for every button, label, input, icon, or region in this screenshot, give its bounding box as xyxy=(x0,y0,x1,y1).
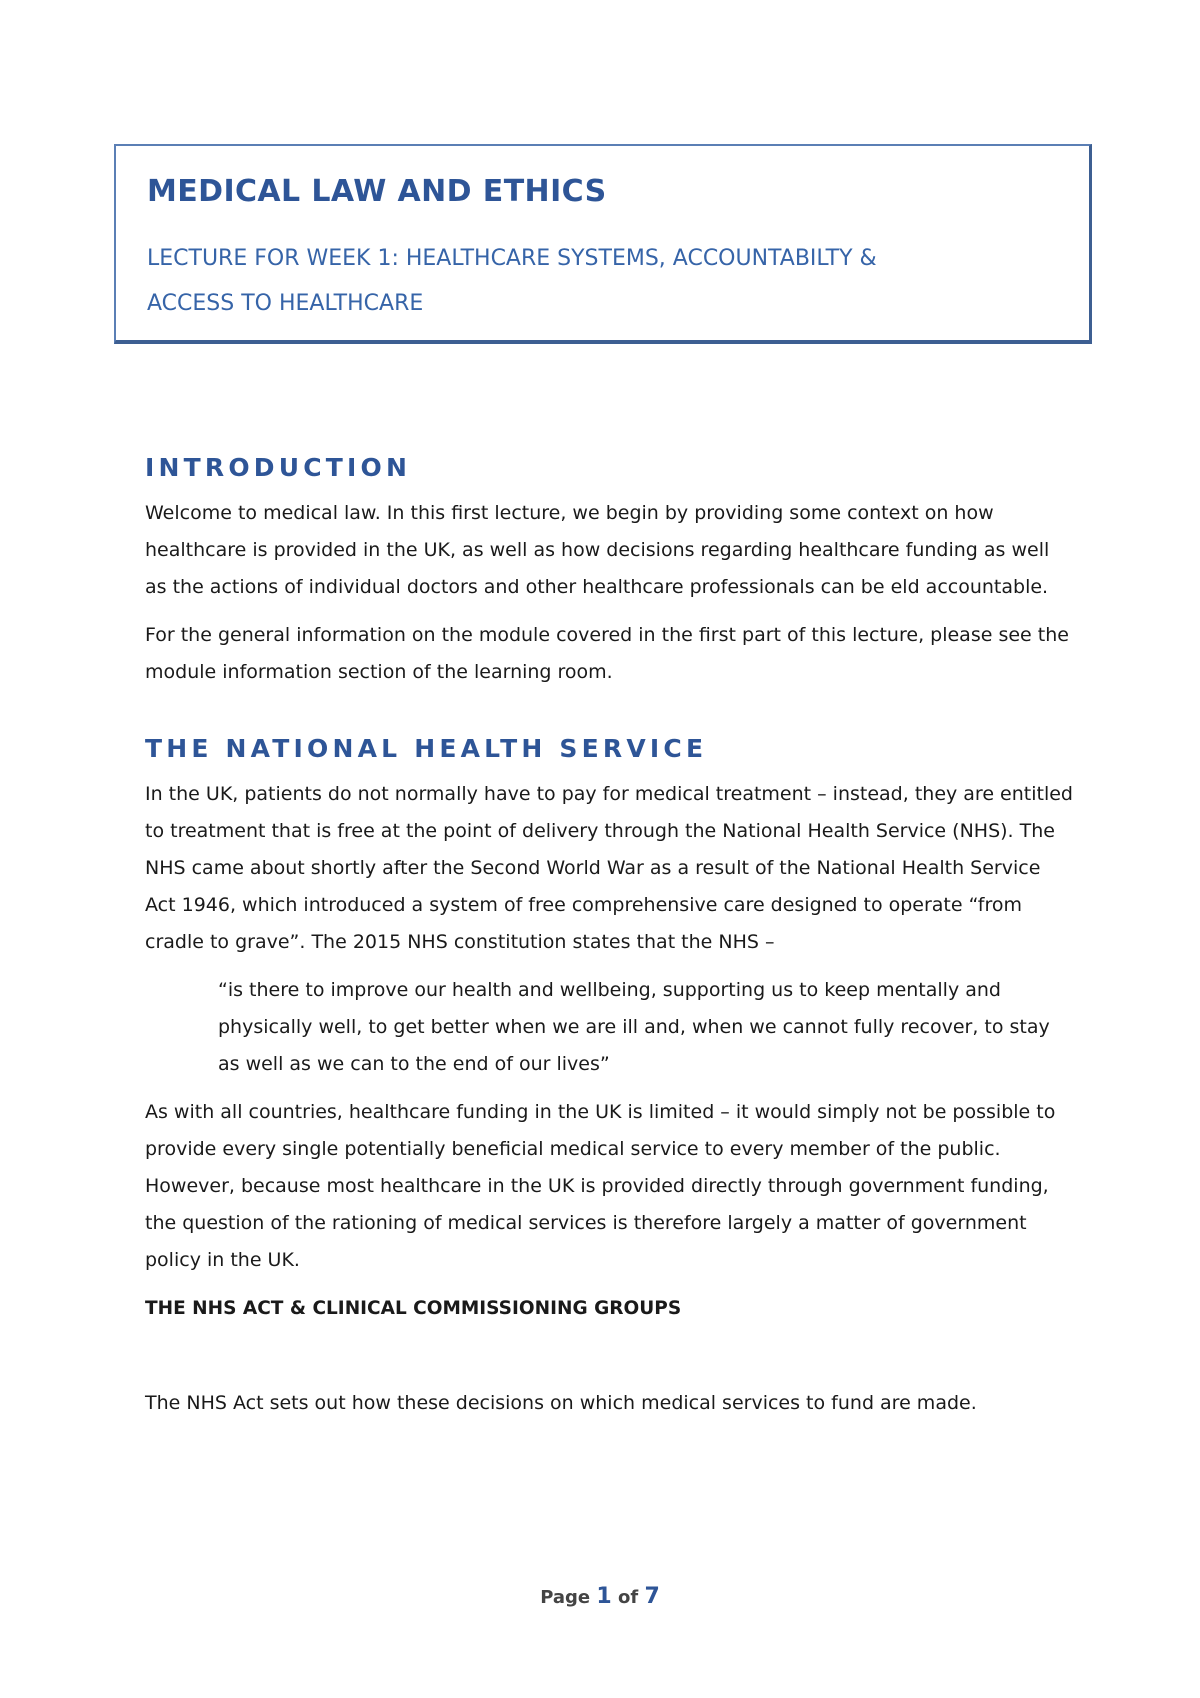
subtitle-line-1: LECTURE FOR WEEK 1: HEALTHCARE SYSTEMS, ACCOUNTABILTY & xyxy=(147,246,877,271)
title-box xyxy=(114,144,1092,344)
document-title: MEDICAL LAW AND ETHICS xyxy=(147,174,607,209)
total-pages: 7 xyxy=(644,1584,660,1609)
document-subtitle xyxy=(147,236,1059,326)
document-body xyxy=(145,448,1075,1422)
nhs-paragraph-3: The NHS Act sets out how these decisions on which medical services to fund are made. xyxy=(145,1392,977,1414)
intro-paragraph-1: Welcome to medical law. In this first lecture, we begin by providing some context on how healthcare is provided in the UK, as well as how decisions regarding healthcare funding as well as the actions of individual doctors and other healthcare professionals can be eld accountable. xyxy=(145,502,1050,598)
page-number: 1 xyxy=(596,1584,612,1609)
subtitle-line-2: ACCESS TO HEALTHCARE xyxy=(147,291,424,316)
sub-heading-nhs-act: THE NHS ACT & CLINICAL COMMISSIONING GROUPS xyxy=(145,1298,682,1319)
of-word: of xyxy=(618,1587,639,1608)
page-word: Page xyxy=(540,1587,591,1608)
section-heading-introduction: INTRODUCTION xyxy=(145,453,412,482)
nhs-paragraph-2: As with all countries, healthcare funding in the UK is limited – it would simply not be possible to provide every single potentially beneficial medical service to every member of the public. However, because most healthcare in the UK is provided directly through government funding, the question of the rationing of medical services is therefore largely a matter of government policy in the UK. xyxy=(145,1101,1056,1271)
page-footer xyxy=(0,1584,1200,1609)
nhs-paragraph-1: In the UK, patients do not normally have to pay for medical treatment – instead, they are entitled to treatment that is free at the point of delivery through the National Health Service (NHS). The NHS came about shortly after the Second World War as a result of the National Health Service Act 1946, which introduced a system of free comprehensive care designed to operate “from cradle to grave”. The 2015 NHS constitution states that the NHS – xyxy=(145,783,1073,953)
intro-paragraph-2: For the general information on the module covered in the first part of this lecture, please see the module information section of the learning room. xyxy=(145,624,1069,683)
section-heading-nhs: THE NATIONAL HEALTH SERVICE xyxy=(145,734,708,763)
nhs-constitution-quote: “is there to improve our health and wellbeing, supporting us to keep mentally and physically well, to get better when we are ill and, when we cannot fully recover, to stay as well as we can to the end of our lives” xyxy=(218,979,1050,1075)
